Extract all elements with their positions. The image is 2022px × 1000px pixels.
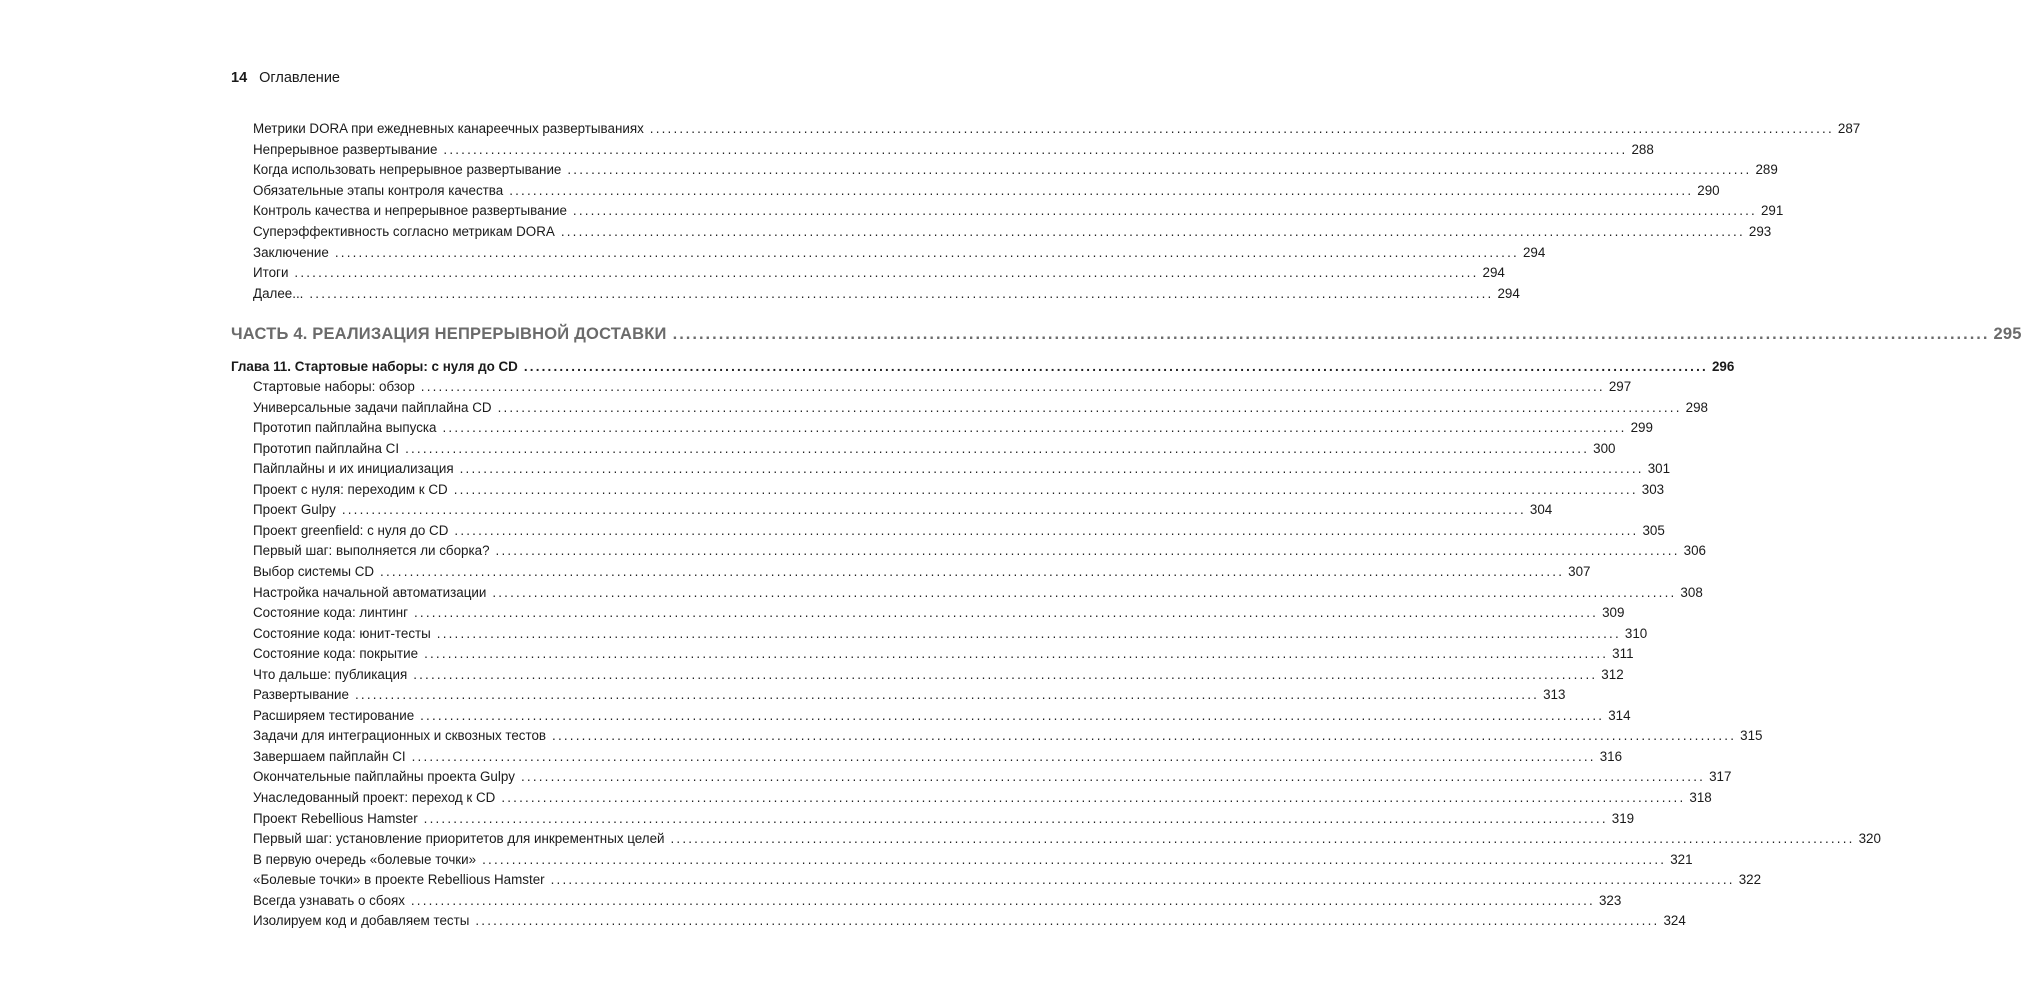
- toc-entry: [253, 500, 1553, 520]
- toc-entry-page: 319: [1611, 810, 1635, 826]
- dot-leader: ........................................................................................................................................................................................................: [410, 892, 1595, 908]
- toc-entry-title: Унаследованный проект: переход к CD: [253, 790, 496, 805]
- toc-entry: [253, 439, 1616, 459]
- toc-entry-title: «Болевые точки» в проекте Rebellious Hamster: [253, 872, 545, 888]
- toc-entry-page: 300: [1593, 440, 1616, 456]
- dot-leader: ........................................................................................................................................................................................................: [550, 872, 1735, 888]
- dot-leader: ........................................................................................................................................................................................................: [475, 913, 1660, 929]
- dot-leader: ........................................................................................................................................................................................................: [380, 563, 1565, 579]
- dot-leader: ........................................................................................................................................................................................................: [405, 440, 1590, 456]
- toc-entry: [253, 747, 1623, 767]
- toc-entry-page: 294: [1497, 285, 1520, 301]
- toc-entry-page: 290: [1697, 182, 1720, 198]
- toc-entry-page: 301: [1647, 461, 1671, 477]
- toc-entry-title: Итоги: [253, 265, 289, 281]
- toc-entry-page: 287: [1837, 121, 1861, 136]
- toc-entry: [253, 665, 1624, 685]
- toc-entry-title: Глава 11. Стартовые наборы: с нуля до CD: [231, 359, 518, 374]
- dot-leader: ........................................................................................................................................................................................................: [552, 728, 1737, 744]
- dot-leader: ........................................................................................................................................................................................................: [436, 625, 1621, 641]
- dot-leader: ........................................................................................................................................................................................................: [294, 265, 1479, 281]
- toc-entry-page: 299: [1630, 420, 1653, 436]
- toc-entry: [253, 767, 1732, 787]
- toc-entry-title: Универсальные задачи пайплайна CD: [253, 399, 492, 415]
- toc-entry-title: Проект greenfield: с нуля до CD: [253, 522, 449, 538]
- toc-entry-page: 307: [1568, 563, 1591, 579]
- toc-entry: [253, 459, 1671, 479]
- toc-entry: [253, 850, 1693, 870]
- toc-entry: [253, 119, 1861, 139]
- toc-entry-page: 297: [1608, 379, 1632, 394]
- toc-entry-page: 314: [1608, 707, 1631, 723]
- dot-leader: ........................................................................................................................................................................................................: [423, 810, 1608, 826]
- toc-entry: [253, 263, 1505, 283]
- toc-entry: [253, 829, 1881, 849]
- dot-leader: ........................................................................................................................................................................................................: [509, 182, 1694, 198]
- toc-entry: [253, 521, 1665, 541]
- toc-entry-page: 324: [1663, 913, 1686, 929]
- dot-leader: ........................................................................................................................................................................................................: [413, 666, 1598, 682]
- toc-entry: [253, 541, 1706, 561]
- dot-leader: ........................................................................................................................................................................................................: [495, 543, 1680, 559]
- toc-entry-page: 295: [1993, 325, 2022, 343]
- toc-entry-title: Окончательные пайплайны проекта Gulpy: [253, 769, 515, 785]
- toc-entry-title: Задачи для интеграционных и сквозных тестов: [253, 728, 547, 744]
- dot-leader: ........................................................................................................................................................................................................: [443, 141, 1628, 157]
- toc-entry-title: Всегда узнавать о сбоях: [253, 892, 405, 908]
- toc-entry-title: Проект с нуля: переходим к CD: [253, 481, 448, 497]
- toc-entry: [253, 603, 1625, 623]
- toc-entry-page: 309: [1602, 605, 1625, 621]
- toc-entry-title: ЧАСТЬ 4. РЕАЛИЗАЦИЯ НЕПРЕРЫВНОЙ ДОСТАВКИ: [231, 325, 667, 343]
- toc-entry-page: 318: [1689, 790, 1712, 805]
- dot-leader: ........................................................................................................................................................................................................: [420, 379, 1605, 394]
- toc-entry-title: Завершаем пайплайн CI: [253, 748, 406, 764]
- toc-entry: [253, 377, 1632, 397]
- dot-leader: ........................................................................................................................................................................................................: [454, 522, 1639, 538]
- toc-entry: [253, 870, 1762, 890]
- toc-entry-page: 298: [1685, 399, 1708, 415]
- toc-entry-page: 315: [1740, 728, 1763, 744]
- toc-entry-title: В первую очередь «болевые точки»: [253, 851, 477, 867]
- toc-entry-title: Изолируем код и добавляем тесты: [253, 913, 470, 929]
- dot-leader: ........................................................................................................................................................................................................: [501, 790, 1686, 805]
- toc-entry: [253, 911, 1686, 931]
- toc-entry: [253, 644, 1634, 664]
- toc-entry: [253, 809, 1635, 829]
- toc-entry-page: 310: [1624, 625, 1648, 641]
- toc-entry-title: Контроль качества и непрерывное развертывание: [253, 203, 567, 219]
- dot-leader: ........................................................................................................................................................................................................: [354, 687, 1540, 703]
- toc-chapter-entry: [231, 357, 1735, 377]
- toc-entry-title: Настройка начальной автоматизации: [253, 584, 487, 600]
- toc-entry-title: Что дальше: публикация: [253, 666, 408, 682]
- toc-entry-title: Проект Rebellious Hamster: [253, 810, 418, 826]
- toc-entry: [253, 726, 1763, 746]
- toc-entry-title: Далее...: [253, 285, 304, 301]
- toc-entry: [253, 480, 1665, 500]
- toc-entry-title: Метрики DORA при ежедневных канареечных развертываниях: [253, 121, 644, 136]
- dot-leader: ........................................................................................................................................................................................................: [497, 399, 1682, 415]
- dot-leader: ........................................................................................................................................................................................................: [413, 605, 1599, 621]
- dot-leader: ........................................................................................................................................................................................................: [453, 481, 1638, 497]
- dot-leader: ........................................................................................................................................................................................................: [334, 244, 1519, 260]
- toc-entry-page: 294: [1522, 244, 1546, 260]
- page-number: 14: [231, 70, 248, 86]
- toc-entry-page: 311: [1612, 646, 1634, 662]
- dot-leader: ........................................................................................................................................................................................................: [411, 748, 1596, 764]
- dot-leader: ........................................................................................................................................................................................................: [309, 285, 1494, 301]
- dot-leader: ........................................................................................................................................................................................................: [649, 121, 1834, 136]
- toc-entry-title: Выбор системы CD: [253, 563, 375, 579]
- running-head: [231, 68, 340, 88]
- toc-entry-page: 303: [1641, 481, 1665, 497]
- dot-leader: ........................................................................................................................................................................................................: [341, 502, 1526, 518]
- dot-leader: ........................................................................................................................................................................................................: [424, 646, 1609, 662]
- toc-entry-title: Прототип пайплайна выпуска: [253, 420, 437, 436]
- dot-leader: ........................................................................................................................................................................................................: [420, 707, 1605, 723]
- toc-entry-page: 320: [1858, 831, 1881, 847]
- toc-entry-title: Непрерывное развертывание: [253, 141, 438, 157]
- dot-leader: ........................................................................................................................................................................................................: [560, 224, 1745, 239]
- toc-entry-title: Когда использовать непрерывное развертывание: [253, 162, 562, 178]
- dot-leader: ........................................................................................................................................................................................................: [670, 831, 1855, 847]
- toc-entry-title: Суперэффективность согласно метрикам DORA: [253, 224, 555, 239]
- toc-entry-title: Проект Gulpy: [253, 502, 336, 518]
- toc-entry-page: 291: [1760, 203, 1784, 219]
- toc-entry: [253, 583, 1703, 603]
- toc-entry-page: 294: [1482, 265, 1505, 281]
- toc-entry: [253, 685, 1566, 705]
- toc-entry: [253, 624, 1648, 644]
- toc-entry: [253, 284, 1520, 304]
- dot-leader: ........................................................................................................................................................................................................: [492, 584, 1677, 600]
- toc-entry: [253, 891, 1622, 911]
- dot-leader: ........................................................................................................................................................................................................: [572, 203, 1757, 219]
- toc-entry: [253, 562, 1591, 582]
- toc-entry: [253, 140, 1654, 160]
- dot-leader: ........................................................................................................................................................................................................: [442, 420, 1627, 436]
- toc-entry-title: Обязательные этапы контроля качества: [253, 182, 504, 198]
- running-title: Оглавление: [259, 70, 340, 86]
- toc-entry-page: 308: [1680, 584, 1703, 600]
- toc-entry-title: Прототип пайплайна CI: [253, 440, 400, 456]
- toc-entry: [253, 160, 1778, 180]
- toc-entry-page: 323: [1598, 892, 1622, 908]
- toc-entry-title: Заключение: [253, 244, 329, 260]
- toc-entry-page: 317: [1709, 769, 1732, 785]
- toc-entry-page: 313: [1543, 687, 1566, 703]
- toc-entry-page: 322: [1738, 872, 1762, 888]
- toc-entry-page: 296: [1711, 359, 1735, 374]
- dot-leader: ........................................................................................................................................................................................................: [521, 769, 1706, 785]
- toc-entry-title: Состояние кода: линтинг: [253, 605, 408, 621]
- dot-leader: ........................................................................................................................................................................................................: [459, 461, 1644, 477]
- toc-entry: [253, 243, 1546, 263]
- toc-entry-title: Развертывание: [253, 687, 349, 703]
- toc-entry-title: Первый шаг: установление приоритетов для инкрементных целей: [253, 831, 665, 847]
- toc-entry: [253, 398, 1708, 418]
- toc-entry: [253, 201, 1784, 221]
- toc-entry: [253, 788, 1712, 808]
- toc-entry-page: 305: [1642, 522, 1665, 538]
- toc-entry-title: Пайплайны и их инициализация: [253, 461, 454, 477]
- dot-leader: ........................................................................................................................................................................................................: [672, 325, 1990, 343]
- toc-entry-page: 288: [1631, 141, 1654, 157]
- toc-entry-title: Стартовые наборы: обзор: [253, 379, 415, 394]
- toc-entry-page: 312: [1601, 666, 1624, 682]
- toc-entry-page: 316: [1599, 748, 1623, 764]
- toc-entry-title: Первый шаг: выполняется ли сборка?: [253, 543, 490, 559]
- toc-entry: [253, 418, 1653, 438]
- dot-leader: ........................................................................................................................................................................................................: [523, 359, 1708, 374]
- toc-entry-page: 304: [1529, 502, 1553, 518]
- toc-entry-title: Расширяем тестирование: [253, 707, 415, 723]
- toc-entry: [253, 706, 1631, 726]
- toc-entry-title: Состояние кода: юнит-тесты: [253, 625, 431, 641]
- toc-entry-page: 321: [1670, 851, 1693, 867]
- toc-entry: [253, 181, 1720, 201]
- toc-entry: [253, 222, 1772, 242]
- toc-entry-page: 306: [1683, 543, 1706, 559]
- toc-entry-page: 293: [1748, 224, 1772, 239]
- toc-entry-title: Состояние кода: покрытие: [253, 646, 419, 662]
- dot-leader: ........................................................................................................................................................................................................: [567, 162, 1752, 178]
- toc-part-entry: [231, 324, 2022, 344]
- dot-leader: ........................................................................................................................................................................................................: [482, 851, 1667, 867]
- toc-entry-page: 289: [1755, 162, 1778, 178]
